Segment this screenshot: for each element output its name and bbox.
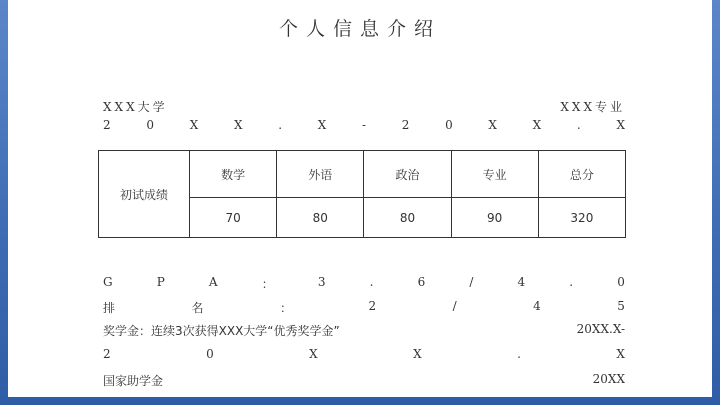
school-row (103, 98, 625, 114)
study-period (103, 118, 625, 132)
slide (8, 0, 712, 397)
gpa-char: / (469, 275, 474, 289)
gpa-char: 0 (617, 275, 625, 289)
rank-char: 2 (368, 299, 377, 313)
period-char: X (488, 118, 497, 132)
rank-char: 排 (103, 301, 116, 315)
scholarship-date-char: X (413, 347, 422, 361)
gpa-char: ： (261, 277, 274, 291)
rank-char: / (452, 299, 457, 313)
period-char: X (532, 118, 542, 132)
page-title: 个人信息介绍 (278, 18, 441, 40)
rank-line (103, 299, 625, 316)
score-foreign-language: 80 (277, 198, 364, 238)
gpa-char: G (103, 275, 113, 289)
scores-row-label: 初试成绩 (99, 151, 190, 238)
score-math: 70 (190, 198, 277, 238)
scholarship-line (103, 322, 625, 338)
major-name: XXX专业 (560, 100, 625, 114)
grant-date: 20XX (592, 372, 625, 386)
gpa-char: 4 (517, 275, 526, 289)
score-major: 90 (451, 198, 538, 238)
period-char: 0 (445, 118, 453, 132)
scholarship-date-char: X (616, 347, 625, 361)
score-total: 320 (538, 198, 625, 238)
scholarship-text: 奖学金：连续3次获得XXX大学“优秀奖学金” (103, 324, 340, 338)
gpa-char: 3 (317, 275, 326, 289)
rank-char: ： (280, 301, 293, 315)
period-char: 0 (146, 118, 154, 132)
gpa-char: P (156, 275, 165, 289)
period-char: X (189, 118, 199, 132)
rank-char: 4 (533, 299, 541, 313)
scholarship-date-start: 20XX.X- (576, 322, 625, 336)
gpa-char: . (369, 275, 374, 289)
header-math: 数学 (190, 151, 277, 198)
period-char: X (616, 118, 625, 132)
scholarship-date-char: 0 (206, 347, 214, 361)
period-char: X (317, 118, 327, 132)
gpa-char: 6 (417, 275, 426, 289)
rank-char: 5 (617, 299, 625, 313)
gpa-line (103, 275, 625, 292)
rank-char: 名 (191, 301, 204, 315)
period-char: . (278, 118, 283, 132)
scholarship-date-char: X (309, 347, 318, 361)
scholarship-date-char: . (517, 347, 521, 361)
period-char: 2 (401, 118, 410, 132)
period-char: - (361, 118, 367, 132)
header-major: 专业 (451, 151, 538, 198)
gpa-char: . (569, 275, 574, 289)
grant-text: 国家助学金 (103, 374, 164, 388)
grant-line (103, 372, 625, 388)
scholarship-date (103, 347, 625, 361)
gpa-char: A (208, 275, 218, 289)
period-char: 2 (103, 118, 111, 132)
scholarship-date-char: 2 (103, 347, 111, 361)
period-char: X (233, 118, 243, 132)
university-name: XXX大学 (103, 100, 168, 114)
header-foreign-language: 外语 (277, 151, 364, 198)
header-politics: 政治 (364, 151, 451, 198)
scores-table (98, 150, 626, 238)
score-politics: 80 (364, 198, 451, 238)
header-total: 总分 (538, 151, 625, 198)
period-char: . (576, 118, 581, 132)
